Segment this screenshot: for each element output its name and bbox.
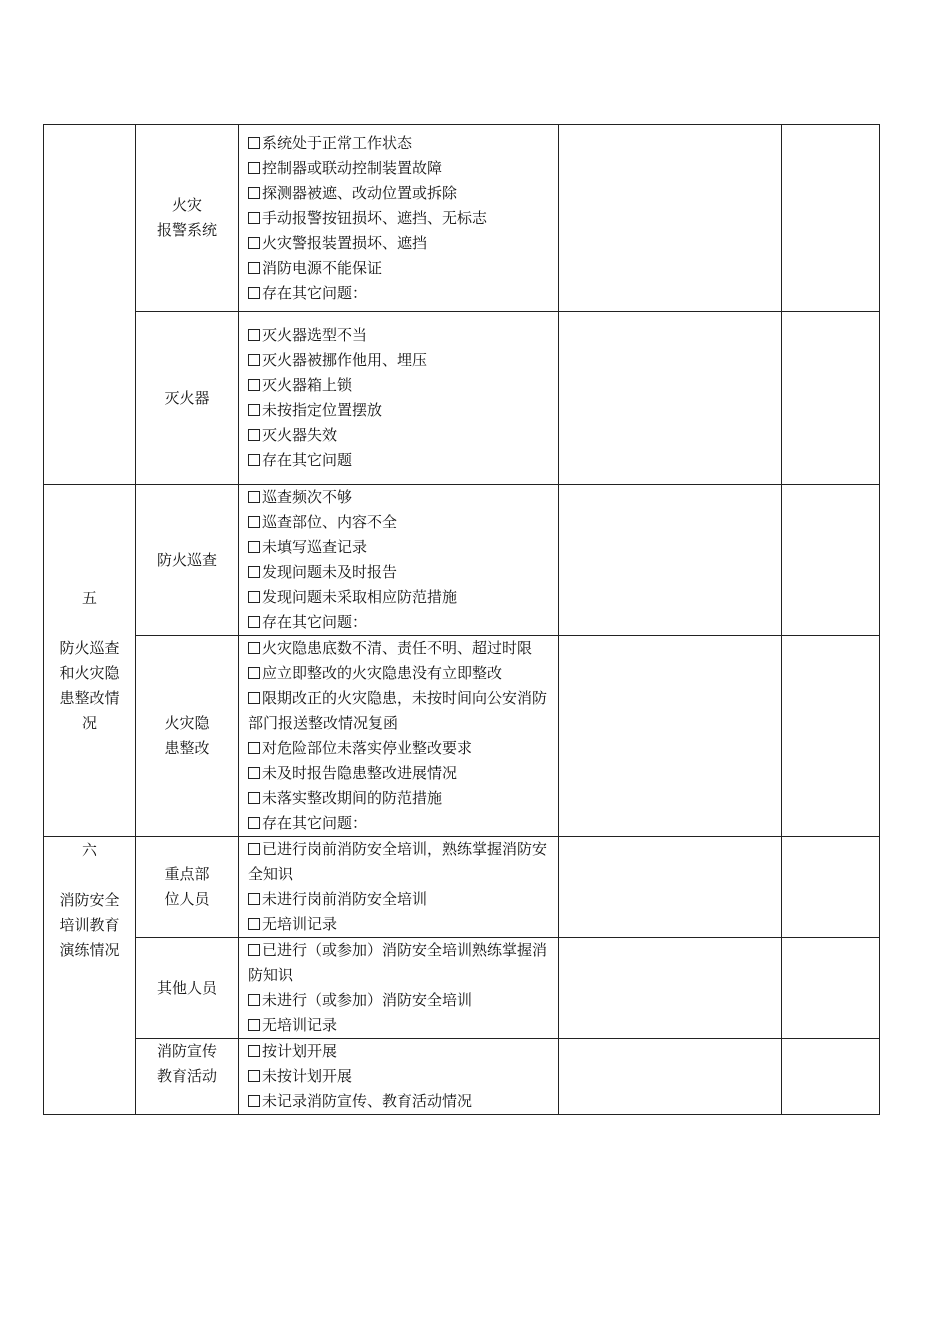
option-item — [248, 231, 554, 256]
checkbox-icon[interactable] — [248, 667, 260, 679]
option-item — [248, 912, 554, 937]
option-label: 已进行岗前消防安全培训，熟练掌握消防安全知识 — [248, 840, 548, 883]
option-label: 控制器或联动控制装置故障 — [262, 158, 443, 177]
option-label: 未及时报告隐患整改进展情况 — [262, 764, 458, 782]
option-label: 灭火器失效 — [262, 426, 338, 444]
table-row — [44, 125, 880, 312]
option-item — [248, 585, 554, 610]
checkbox-icon[interactable] — [248, 817, 260, 829]
category-line: 患整改情 — [59, 688, 120, 707]
checkbox-icon[interactable] — [248, 843, 260, 855]
option-item — [248, 610, 554, 635]
options-cell — [239, 1039, 559, 1115]
item-name-cell — [136, 636, 239, 837]
item-name-line: 患整改 — [164, 739, 210, 757]
category-line: 和火灾隐 — [59, 663, 120, 682]
option-label: 未按计划开展 — [262, 1067, 353, 1085]
option-label: 巡查频次不够 — [262, 488, 353, 506]
table-row — [44, 938, 880, 1039]
category-line: 演练情况 — [59, 941, 120, 959]
option-label: 未填写巡查记录 — [262, 538, 368, 556]
checkbox-icon[interactable] — [248, 541, 260, 553]
item-name-cell — [136, 837, 239, 938]
category-cell — [44, 125, 136, 485]
option-item — [248, 281, 554, 306]
checkbox-icon[interactable] — [248, 742, 260, 754]
item-name-cell — [136, 125, 239, 312]
option-item — [248, 485, 554, 510]
option-label: 存在其它问题： — [262, 613, 368, 631]
option-label: 存在其它问题 — [262, 451, 353, 469]
options-cell — [239, 312, 559, 485]
checkbox-icon[interactable] — [248, 491, 260, 503]
result-cell[interactable] — [559, 1039, 782, 1115]
remark-cell[interactable] — [782, 636, 880, 837]
option-item — [248, 535, 554, 560]
option-item — [248, 1064, 554, 1089]
option-item — [248, 206, 554, 231]
remark-cell[interactable] — [782, 125, 880, 312]
option-item — [248, 448, 554, 473]
option-label: 未进行（或参加）消防安全培训 — [262, 991, 473, 1009]
checkbox-icon[interactable] — [248, 137, 260, 149]
item-name-line: 灭火器 — [164, 388, 210, 407]
checkbox-icon[interactable] — [248, 692, 260, 704]
option-label: 巡查部位、内容不全 — [262, 513, 398, 531]
option-label: 手动报警按钮损坏、遮挡、无标志 — [262, 208, 488, 227]
checkbox-icon[interactable] — [248, 1019, 260, 1031]
option-item — [248, 348, 554, 373]
option-item — [248, 373, 554, 398]
item-name-cell — [136, 1039, 239, 1115]
checkbox-icon[interactable] — [248, 454, 260, 466]
checkbox-icon[interactable] — [248, 1070, 260, 1082]
checkbox-icon[interactable] — [248, 404, 260, 416]
checkbox-icon[interactable] — [248, 212, 260, 224]
table-row — [44, 636, 880, 837]
checkbox-icon[interactable] — [248, 429, 260, 441]
result-cell[interactable] — [559, 636, 782, 837]
item-name-line: 其他人员 — [156, 978, 217, 997]
remark-cell[interactable] — [782, 485, 880, 636]
option-item — [248, 938, 554, 988]
checkbox-icon[interactable] — [248, 893, 260, 905]
option-item — [248, 736, 554, 761]
checkbox-icon[interactable] — [248, 642, 260, 654]
inspection-table — [43, 124, 880, 1115]
result-cell[interactable] — [559, 312, 782, 485]
checkbox-icon[interactable] — [248, 767, 260, 779]
checkbox-icon[interactable] — [248, 516, 260, 528]
option-label: 按计划开展 — [262, 1042, 338, 1060]
checkbox-icon[interactable] — [248, 354, 260, 366]
option-item — [248, 761, 554, 786]
remark-cell[interactable] — [782, 938, 880, 1039]
option-item — [248, 181, 554, 206]
option-label: 发现问题未采取相应防范措施 — [262, 588, 458, 606]
option-item — [248, 510, 554, 535]
table-row — [44, 485, 880, 636]
option-item — [248, 1089, 554, 1114]
result-cell[interactable] — [559, 485, 782, 636]
category-line: 消防安全 — [59, 891, 120, 909]
option-label: 发现问题未及时报告 — [262, 563, 398, 581]
option-label: 存在其它问题： — [262, 283, 368, 302]
table-row — [44, 312, 880, 485]
option-item — [248, 560, 554, 585]
checkbox-icon[interactable] — [248, 1095, 260, 1107]
checkbox-icon[interactable] — [248, 162, 260, 174]
option-item — [248, 636, 554, 661]
checkbox-icon[interactable] — [248, 616, 260, 628]
option-item — [248, 131, 554, 156]
options-cell — [239, 938, 559, 1039]
item-name-line: 消防宣传 — [156, 1042, 217, 1060]
option-label: 火灾隐患底数不清、责任不明、超过时限 — [262, 639, 533, 657]
option-label: 消防电源不能保证 — [262, 258, 383, 277]
option-label: 无培训记录 — [262, 915, 338, 933]
item-name-cell — [136, 938, 239, 1039]
option-item — [248, 256, 554, 281]
category-cell — [44, 485, 136, 837]
option-item — [248, 1039, 554, 1064]
option-item — [248, 661, 554, 686]
checkbox-icon[interactable] — [248, 237, 260, 249]
option-label: 未记录消防宣传、教育活动情况 — [262, 1092, 473, 1110]
checkbox-icon[interactable] — [248, 591, 260, 603]
item-name-line: 报警系统 — [156, 221, 217, 239]
option-label: 火灾警报装置损坏、遮挡 — [262, 233, 428, 252]
table-row — [44, 1039, 880, 1115]
option-label: 未落实整改期间的防范措施 — [262, 789, 443, 807]
category-number: 五 — [81, 588, 97, 607]
option-label: 探测器被遮、改动位置或拆除 — [262, 183, 458, 202]
checkbox-icon[interactable] — [248, 994, 260, 1006]
category-line: 培训教育 — [59, 916, 120, 934]
item-name-line: 火灾 — [171, 196, 202, 214]
item-name-line: 教育活动 — [156, 1067, 217, 1085]
option-label: 已进行（或参加）消防安全培训熟练掌握消防知识 — [248, 941, 548, 984]
option-item — [248, 988, 554, 1013]
category-number: 六 — [81, 841, 97, 859]
options-cell — [239, 125, 559, 312]
item-name-cell — [136, 312, 239, 485]
result-cell[interactable] — [559, 938, 782, 1039]
category-cell — [44, 837, 136, 1115]
options-cell — [239, 636, 559, 837]
option-item — [248, 1013, 554, 1038]
option-item — [248, 811, 554, 836]
option-label: 应立即整改的火灾隐患没有立即整改 — [262, 664, 503, 682]
option-label: 未按指定位置摆放 — [262, 401, 383, 419]
result-cell[interactable] — [559, 125, 782, 312]
item-name-line: 位人员 — [164, 890, 210, 908]
option-label: 系统处于正常工作状态 — [262, 133, 413, 152]
option-item — [248, 887, 554, 912]
option-label: 未进行岗前消防安全培训 — [262, 890, 428, 908]
option-label: 灭火器选型不当 — [262, 326, 368, 344]
checkbox-icon[interactable] — [248, 329, 260, 341]
checkbox-icon[interactable] — [248, 566, 260, 578]
options-cell — [239, 837, 559, 938]
option-item — [248, 786, 554, 811]
item-name-line: 重点部 — [164, 865, 210, 883]
option-item — [248, 156, 554, 181]
option-item — [248, 323, 554, 348]
checkbox-icon[interactable] — [248, 918, 260, 930]
checkbox-icon[interactable] — [248, 1045, 260, 1057]
option-item — [248, 398, 554, 423]
option-item — [248, 686, 554, 736]
option-label: 灭火器箱上锁 — [262, 376, 353, 394]
category-line: 况 — [81, 713, 97, 732]
checkbox-icon[interactable] — [248, 792, 260, 804]
checkbox-icon[interactable] — [248, 287, 260, 299]
option-item — [248, 837, 554, 887]
option-item — [248, 423, 554, 448]
option-label: 限期改正的火灾隐患，未按时间向公安消防部门报送整改情况复函 — [248, 689, 548, 732]
item-name-cell — [136, 485, 239, 636]
checkbox-icon[interactable] — [248, 944, 260, 956]
option-label: 无培训记录 — [262, 1016, 338, 1034]
checkbox-icon[interactable] — [248, 262, 260, 274]
option-label: 存在其它问题： — [262, 814, 368, 832]
remark-cell[interactable] — [782, 837, 880, 938]
item-name-line: 火灾隐 — [164, 714, 210, 732]
options-cell — [239, 485, 559, 636]
remark-cell[interactable] — [782, 312, 880, 485]
item-name-line: 防火巡查 — [156, 550, 217, 569]
category-line: 防火巡查 — [59, 638, 120, 657]
checkbox-icon[interactable] — [248, 379, 260, 391]
checkbox-icon[interactable] — [248, 187, 260, 199]
table-row — [44, 837, 880, 938]
remark-cell[interactable] — [782, 1039, 880, 1115]
result-cell[interactable] — [559, 837, 782, 938]
option-label: 对危险部位未落实停业整改要求 — [262, 739, 473, 757]
option-label: 灭火器被挪作他用、埋压 — [262, 351, 428, 369]
